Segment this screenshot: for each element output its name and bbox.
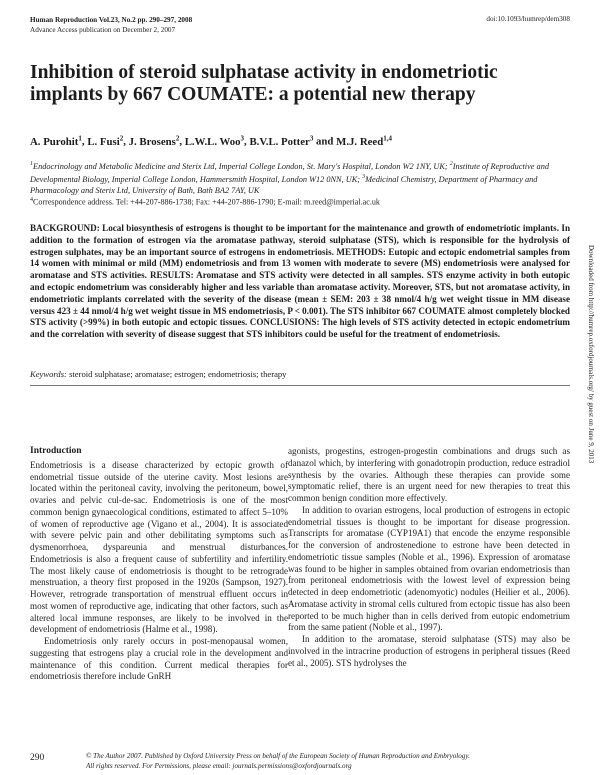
author: A. Purohit$^1$	[30, 134, 82, 148]
right-column	[288, 446, 570, 669]
page-number: 290	[30, 753, 45, 763]
paragraph: In addition to ovarian estrogens, local production of estrogens in ectopic endometrial tissues is thought to be important for disease progression. Transcripts for aromatase (CYP19A1) that encode the enzyme responsible for the conversion of androstenedione to estrone have been detected in endometriotic tissue samples (Noble et al., 1996). Expression of aromatase was found to be higher in samples obtained from ovarian endometriosis than from peritoneal endometriosis with the lowest level of expression being detected in deep endometriotic (adenomyotic) nodules (Heilier et al., 2006). Aromatase activity in stromal cells cultured from ectopic tissue has also been reported to be much higher than in cells derived from eutopic endometrium from the same patient (Noble et al., 1997).	[288, 504, 570, 633]
author: B.V.L. Potter$^3$	[249, 134, 314, 148]
author-list: A. Purohit$^1$, L. Fusi$^2$, J. Brosens$^2$, L.W.L. Woo$^3$, B.V.L. Potter$^3$ and M.J. Reed$^{1,4}$	[30, 134, 392, 148]
advance-access-note: Advance Access publication on December 2, 2007	[30, 26, 176, 34]
keywords	[30, 369, 570, 379]
journal-citation: Human Reproduction Vol.23, No.2 pp. 290–297, 2008	[30, 16, 193, 24]
author: M.J. Reed$^{1,4}$	[336, 134, 392, 148]
section-heading-introduction: Introduction	[30, 446, 82, 456]
journal-header	[30, 15, 192, 35]
download-watermark: Downloaded from http://humrep.oxfordjournals.org/ by guest on June 9, 2013	[587, 245, 595, 464]
left-column	[30, 446, 288, 683]
correspondence-address: $^4$Correspondence address. Tel: +44-207-886-1738; Fax: +44-207-886-1790; E-mail: m.reed@imperial.ac.uk	[30, 197, 380, 207]
affiliations: $^1$Endocrinology and Metabolic Medicine and Sterix Ltd, Imperial College London, St. Mary's Hospital, London W2 1NY, UK; $^2$Institute of Reproductive and Developmental Biology, Imperial College London, Hammersmith Hospital, London W12 0NN, UK; $^3$Medicinal Chemistry, Department of Pharmacy and Pharmacology and Sterix Ltd, University of Bath, Bath BA2 7AY, UK	[30, 161, 549, 195]
keywords-label: Keywords:	[30, 369, 67, 379]
doi[interactable]: doi:10.1093/humrep/dem308	[486, 15, 570, 23]
copyright-footer: © The Author 2007. Published by Oxford University Press on behalf of the European Society of Human Reproduction and Embryology. All rights reserved. For Permissions, please email: journals.permissions@oxfordjournals.org	[86, 752, 470, 770]
author: L.W.L. Woo$^3$	[184, 134, 245, 148]
paragraph: Endometriosis is a disease characterized by ectopic growth of endometrial tissue outside of the uterine cavity. Most lesions are located within the peritoneal cavity, involving the peritoneum, bowel, ovaries and pelvic cul-de-sac. Endometriosis is one of the most common benign gynaecological conditions, estimated to affect 5–10% of women of reproductive age (Vigano et al., 2004). It is associated with severe pelvic pain and other debilitating symptoms such as dysmenorrhoea, dyspareunia and menstrual disturbances. Endometriosis is also a frequent cause of subfertility and infertility. The most likely cause of endometriosis is thought to be retrograde menstruation, a theory first proposed in the 1920s (Sampson, 1927). However, retrograde transportation of menstrual effluent occurs in most women of reproductive age, indicating that other factors, such as altered local immune responses, are likely to be involved in the development of endometriosis (Halme et al., 1998).	[30, 459, 288, 635]
author: J. Brosens$^2$	[128, 134, 180, 148]
author: L. Fusi$^2$	[87, 134, 124, 148]
paragraph: agonists, progestins, estrogen-progestin combinations and drugs such as danazol which, by interfering with gonadotropin production, reduce estradiol synthesis by the ovaries. Although these therapies can provide some symptomatic relief, there is an urgent need for new therapies to treat this common benign condition more effectively.	[288, 446, 570, 503]
article-title: Inhibition of steroid sulphatase activity in endometriotic implants by 667 COUMATE: a potential new therapy	[30, 62, 498, 105]
keywords-list: steroid sulphatase; aromatase; estrogen; endometriosis; therapy	[66, 369, 287, 379]
paragraph: In addition to the aromatase, steroid sulphatase (STS) may also be involved in the intracrine production of estrogens in peripheral tissues (Reed et al., 2005). STS hydrolyses the	[288, 634, 570, 668]
abstract: BACKGROUND: Local biosynthesis of estrogens is thought to be important for the maintenance and growth of endometriotic implants. In addition to the formation of estrogen via the aromatase pathway, steroid sulphatase (STS), which is responsible for the hydrolysis of estrogen sulphates, may be an important source of estrogens in endometriosis. METHODS: Eutopic and ectopic endometrial samples from 14 women with minimal or mild (MM) endometriosis and from 13 women with moderate to severe (MS) endometriosis were analysed for aromatase and STS activities. RESULTS: Aromatase and STS activity were detected in all samples. STS enzyme activity in both eutopic and ectopic endometrium was considerably higher and less variable than aromatase activity. Moreover, STS, but not aromatase activity, in endometriotic implants correlated with the severity of the disease (mean ± SEM: 203 ± 38 nmol/4 h/g wet weight tissue in MM disease versus 423 ± 44 nmol/4 h/g wet weight tissue in MS endometriosis, P < 0.001). The STS inhibitor 667 COUMATE almost completely blocked STS activity (>99%) in both eutopic and ectopic tissues. CONCLUSIONS: The high levels of STS activity detected in ectopic endometrium and the correlation with severity of disease suggest that STS inhibitors could be useful for the treatment of endometriosis.	[30, 223, 570, 340]
paragraph: Endometriosis only rarely occurs in post-menopausal women, suggesting that estrogens play a crucial role in the development and maintenance of this condition. Current medical therapies for endometriosis therefore include GnRH	[30, 636, 288, 682]
divider	[30, 385, 570, 386]
